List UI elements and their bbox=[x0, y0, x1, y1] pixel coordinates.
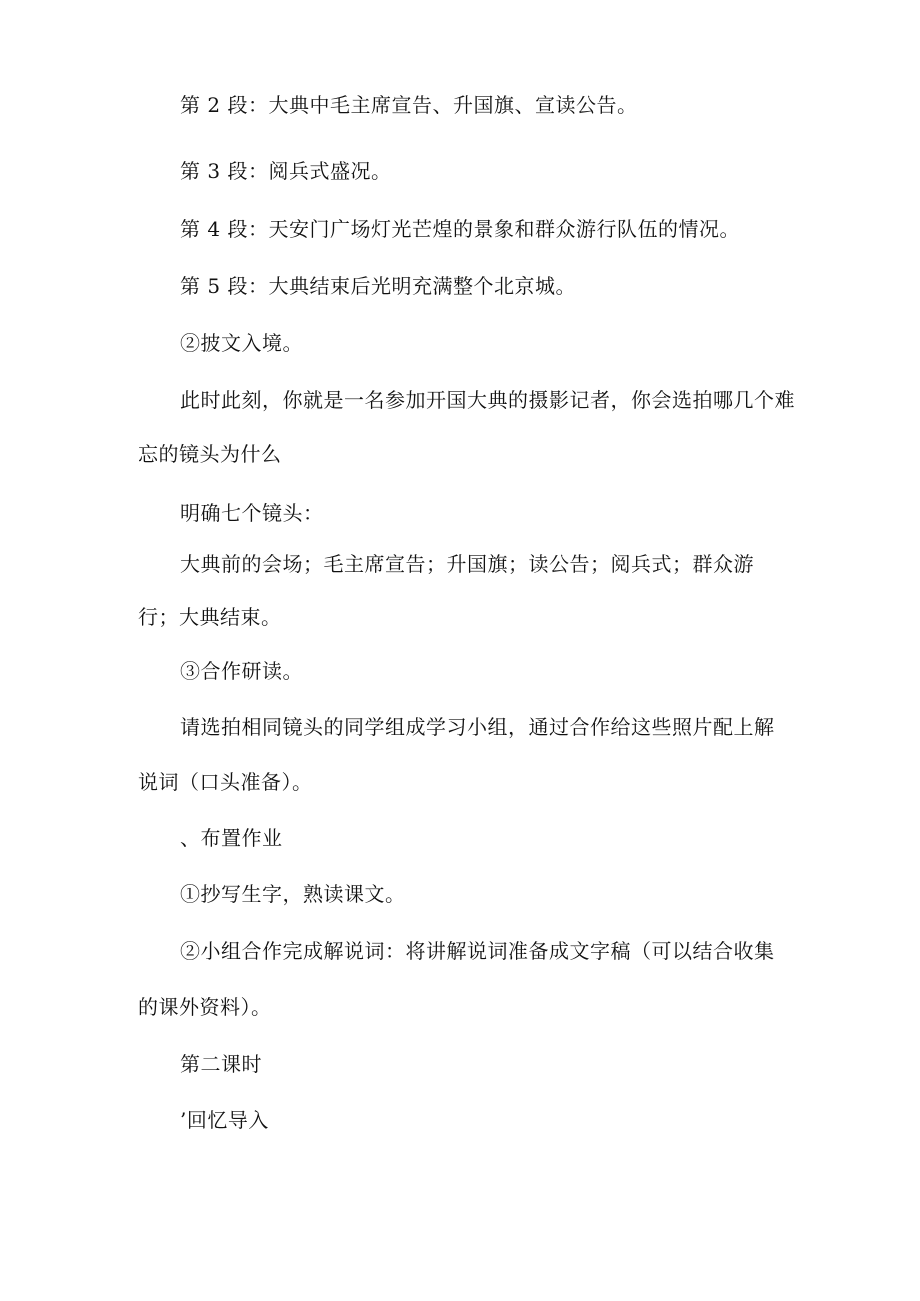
paragraph-line: 第 3 段：阅兵式盛况。 bbox=[180, 159, 392, 183]
paragraph-line: 忘的镜头为什么 bbox=[138, 442, 282, 466]
paragraph-line: 此时此刻，你就是一名参加开国大典的摄影记者，你会选拍哪几个难 bbox=[180, 388, 795, 412]
paragraph-line: ③合作研读。 bbox=[180, 659, 303, 683]
paragraph-line: 第 5 段：大典结束后光明充满整个北京城。 bbox=[180, 274, 576, 298]
paragraph-line: ②小组合作完成解说词：将讲解说词准备成文字稿（可以结合收集 bbox=[180, 939, 775, 963]
paragraph-line: ②披文入境。 bbox=[180, 331, 303, 355]
section-heading: 、布置作业 bbox=[180, 826, 283, 850]
section-heading: 第二课时 bbox=[180, 1052, 262, 1076]
paragraph-line: 说词（口头准备）。 bbox=[138, 770, 313, 794]
paragraph-line: 第 4 段：天安门广场灯光芒煌的景象和群众游行队伍的情况。 bbox=[180, 217, 740, 241]
paragraph-line: 行；大典结束。 bbox=[138, 605, 282, 629]
paragraph-line: ①抄写生字，熟读课文。 bbox=[180, 882, 406, 906]
paragraph-line: 第 2 段：大典中毛主席宣告、升国旗、宣读公告。 bbox=[180, 93, 638, 117]
paragraph-line: 请选拍相同镜头的同学组成学习小组，通过合作给这些照片配上解 bbox=[180, 715, 775, 739]
section-heading: ’回忆导入 bbox=[180, 1108, 269, 1132]
paragraph-line: 明确七个镜头： bbox=[180, 501, 324, 525]
paragraph-line: 大典前的会场；毛主席宣告；升国旗；读公告；阅兵式；群众游 bbox=[180, 552, 754, 576]
paragraph-line: 的课外资料）。 bbox=[138, 995, 272, 1019]
